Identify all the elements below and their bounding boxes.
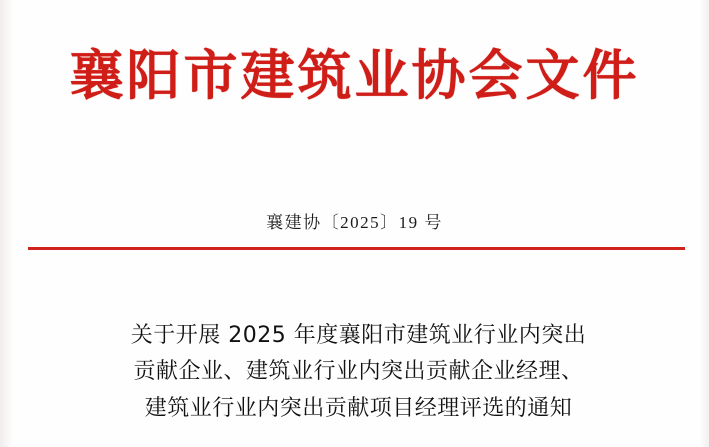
document-title (60, 318, 657, 427)
document-title-line-3: 建筑业行业内突出贡献项目经理评选的通知 (144, 395, 573, 421)
document-title-line-1: 关于开展 2025 年度襄阳市建筑业行业内突出 (130, 323, 587, 348)
red-divider-rule (28, 247, 685, 250)
document-masthead-title: 襄阳市建筑业协会文件 (69, 43, 640, 107)
document-number: 襄建协〔2025〕19 号 (266, 213, 443, 232)
document-title-line-2: 贡献企业、建筑业行业内突出贡献企业经理、 (133, 359, 584, 385)
